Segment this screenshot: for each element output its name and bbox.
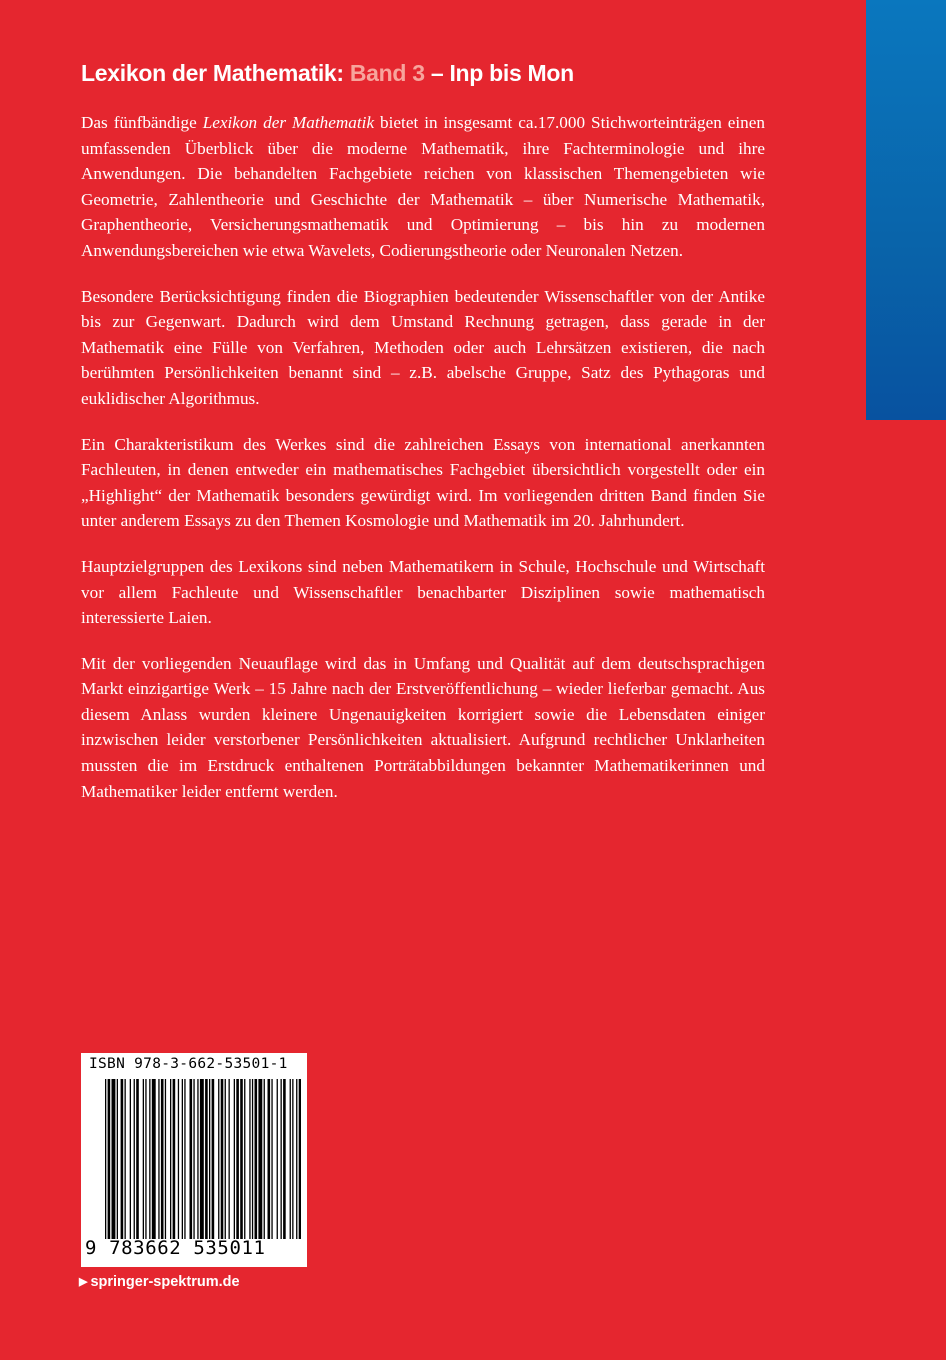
barcode-bar: [161, 1079, 164, 1239]
barcode-bar: [117, 1079, 118, 1239]
paragraph-1-rest: bietet in insgesamt ca.17.000 Stichworteinträgen einen umfassenden Überblick über die moderne Mathematik, ihre Fachterminologie und ihre Anwendungen. Die behandelten Fachgebiete reichen von klassischen Themengebieten wie Geometrie, Zahlentheorie und Geschichte der Mathematik – über Numerische Mathematik, Graphentheorie, Versicherungsmathematik und Optimierung – bis hin zu modernen Anwendungsbereichen wie etwa Wavelets, Codierungstheorie oder Neuronalen Netzen.: [81, 113, 765, 260]
barcode-bar: [184, 1079, 185, 1239]
barcode-bar: [143, 1079, 144, 1239]
barcode-bar: [290, 1079, 291, 1239]
barcode-bar: [170, 1079, 171, 1239]
barcode-bar: [277, 1079, 278, 1239]
barcode-bar: [158, 1079, 159, 1239]
description-text: [81, 110, 765, 824]
blue-accent-band: [866, 0, 946, 420]
barcode-bar: [108, 1079, 111, 1239]
barcode-bar: [212, 1079, 215, 1239]
paragraph-5: Mit der vorliegenden Neuauflage wird das in Umfang und Qualität auf dem deutschsprachigen Markt einzigartige Werk – 15 Jahre nach der Erstveröffentlichung – wieder lieferbar gemacht. Aus diesem Anlass wurden kleinere Ungenauigkeiten korrigiert sowie die Lebensdaten einiger inzwischen leider verstorbener Persönlichkeiten aktualisiert. Aufgrund rechtlicher Unklarheiten mussten die im Erstdruck enthaltenen Porträtabbildungen bekannter Mathematikerinnen und Mathematiker leider entfernt werden.: [81, 653, 765, 801]
barcode-bar: [225, 1079, 226, 1239]
isbn-label: ISBN 978-3-662-53501-1: [89, 1056, 288, 1072]
barcode-bar: [236, 1079, 239, 1239]
paragraph-3: Ein Charakteristikum des Werkes sind die zahlreichen Essays von international anerkannten Fachleuten, in denen entweder ein mathematisches Fachgebiet übersichtlich vorgestellt oder ein „Highlight“ der Mathematik besonders gewürdigt wird. Im vorliegenden dritten Band finden Sie unter anderem Essays zu den Themen Kosmologie und Mathematik im 20. Jahrhundert.: [81, 434, 765, 531]
barcode-bar: [193, 1079, 194, 1239]
barcode-bar: [134, 1079, 135, 1239]
barcode-bar: [205, 1079, 208, 1239]
barcode-bar: [125, 1079, 126, 1239]
barcode-bar: [249, 1079, 250, 1239]
paragraph-4: Hauptzielgruppen des Lexikons sind neben Mathematikern in Schule, Hochschule und Wirtschaft vor allem Fachleute und Wissenschaftler benachbarter Disziplinen sowie mathematisch interessierte Laien.: [81, 556, 765, 628]
barcode-bar: [299, 1079, 301, 1239]
barcode-bar: [152, 1079, 156, 1239]
barcode-bar: [244, 1079, 245, 1239]
title-main: Lexikon der Mathematik:: [81, 60, 344, 86]
publisher-link[interactable]: [79, 1274, 240, 1290]
barcode-bar: [173, 1079, 176, 1239]
barcode-bar: [121, 1079, 124, 1239]
barcode-bar: [296, 1079, 297, 1239]
barcode-bar: [136, 1079, 139, 1239]
book-title-italic: Lexikon der Mathematik: [202, 113, 375, 132]
barcode-bar: [264, 1079, 265, 1239]
barcode-bar: [178, 1079, 179, 1239]
barcode-bar: [182, 1079, 183, 1239]
paragraph-1-start: Das fünfbändige: [81, 113, 203, 132]
barcode-bars: [105, 1079, 301, 1239]
barcode-bar: [190, 1079, 193, 1239]
barcode-digits: 9 783662 535011: [85, 1237, 266, 1259]
barcode-bar: [209, 1079, 210, 1239]
barcode-bar: [271, 1079, 272, 1239]
barcode-bar: [145, 1079, 146, 1239]
barcode-bar: [292, 1079, 293, 1239]
barcode-bar: [229, 1079, 230, 1239]
barcode-bar: [240, 1079, 243, 1239]
barcode-bar: [165, 1079, 166, 1239]
triangle-right-icon: ▶: [79, 1276, 88, 1288]
barcode-bar: [255, 1079, 258, 1239]
barcode-bar: [200, 1079, 204, 1239]
barcode-bar: [281, 1079, 282, 1239]
barcode-bar: [252, 1079, 253, 1239]
barcode-bar: [218, 1079, 219, 1239]
barcode-bar: [197, 1079, 198, 1239]
barcode-bar: [283, 1079, 286, 1239]
book-title: [81, 60, 841, 87]
isbn-barcode: [81, 1053, 307, 1267]
title-band: Band 3: [349, 60, 425, 86]
barcode-bar: [149, 1079, 150, 1239]
publisher-url[interactable]: springer-spektrum.de: [90, 1274, 240, 1290]
barcode-bar: [221, 1079, 224, 1239]
paragraph-2: Besondere Berücksichtigung finden die Biographien bedeutender Wissenschaftler von der Antike bis zur Gegenwart. Dadurch wird dem Umstand Rechnung getragen, dass gerade in der Mathematik eine Fülle von Verfahren, Methoden oder auch Lehrsätzen existieren, die nach berühmten Persönlichkeiten benannt sind – z.B. abelsche Gruppe, Satz des Pythagoras und euklidischer Algorithmus.: [81, 286, 765, 408]
paragraph-1: [81, 110, 765, 264]
barcode-bar: [130, 1079, 131, 1239]
barcode-bar: [258, 1079, 262, 1239]
barcode-bar: [268, 1079, 271, 1239]
barcode-bar: [234, 1079, 235, 1239]
title-rest: – Inp bis Mon: [430, 60, 574, 86]
barcode-bar: [112, 1079, 116, 1239]
barcode-bar: [105, 1079, 106, 1239]
